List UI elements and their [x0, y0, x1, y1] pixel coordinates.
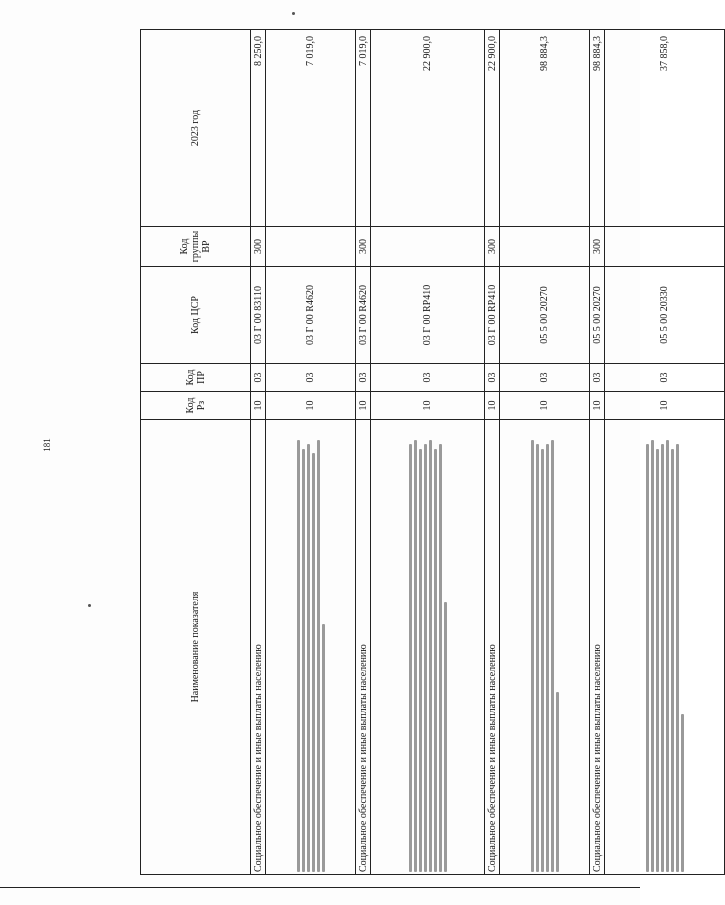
row-amount: 22 900,0 [371, 30, 485, 227]
row-csr: 05 5 00 20270 [500, 267, 590, 364]
row-csr: 03 Г 00 R4620 [356, 267, 371, 364]
row-name-placeholder [605, 420, 725, 875]
row-amount: 7 019,0 [356, 30, 371, 227]
table-header-row [141, 30, 251, 875]
table-row [500, 30, 590, 875]
table-row [356, 30, 371, 875]
bottom-rule [0, 887, 640, 888]
row-pr: 03 [500, 364, 590, 392]
row-rz: 10 [371, 392, 485, 420]
row-pr: 03 [590, 364, 605, 392]
row-vr: 300 [590, 227, 605, 267]
row-pr: 03 [251, 364, 266, 392]
row-vr [371, 227, 485, 267]
row-rz: 10 [605, 392, 725, 420]
table-row [590, 30, 605, 875]
row-name: Социальное обеспечение и иные выплаты населению [485, 420, 500, 875]
row-pr: 03 [605, 364, 725, 392]
header-csr: Код ЦСР [141, 267, 251, 364]
row-amount: 8 250,0 [251, 30, 266, 227]
table-row [485, 30, 500, 875]
row-rz: 10 [266, 392, 356, 420]
row-rz: 10 [590, 392, 605, 420]
scan-dot [88, 604, 91, 607]
row-pr: 03 [266, 364, 356, 392]
row-amount: 98 884,3 [500, 30, 590, 227]
row-pr: 03 [356, 364, 371, 392]
table-row [251, 30, 266, 875]
row-rz: 10 [500, 392, 590, 420]
row-name: Социальное обеспечение и иные выплаты населению [590, 420, 605, 875]
row-vr: 300 [485, 227, 500, 267]
row-rz: 10 [251, 392, 266, 420]
row-csr: 05 5 00 20270 [590, 267, 605, 364]
row-amount: 37 858,0 [605, 30, 725, 227]
row-name: Социальное обеспечение и иные выплаты населению [251, 420, 266, 875]
row-amount: 22 900,0 [485, 30, 500, 227]
row-name-placeholder [266, 420, 356, 875]
row-pr: 03 [371, 364, 485, 392]
row-csr: 03 Г 00 RP410 [485, 267, 500, 364]
row-amount: 7 019,0 [266, 30, 356, 227]
header-name: Наименование показателя [141, 420, 251, 875]
budget-table [140, 29, 725, 875]
row-vr: 300 [251, 227, 266, 267]
header-pr: Код ПР [141, 364, 251, 392]
row-vr [500, 227, 590, 267]
scan-dot [292, 12, 295, 15]
row-pr: 03 [485, 364, 500, 392]
row-csr: 03 Г 00 RP410 [371, 267, 485, 364]
table-row [605, 30, 725, 875]
row-vr: 300 [356, 227, 371, 267]
row-name: Социальное обеспечение и иные выплаты населению [356, 420, 371, 875]
row-amount: 98 884,3 [590, 30, 605, 227]
page-number: 181 [41, 438, 52, 452]
row-csr: 05 5 00 20330 [605, 267, 725, 364]
row-csr: 03 Г 00 83110 [251, 267, 266, 364]
row-name-placeholder [500, 420, 590, 875]
header-year: 2023 год [141, 30, 251, 227]
table-row [266, 30, 356, 875]
row-csr: 03 Г 00 R4620 [266, 267, 356, 364]
row-vr [266, 227, 356, 267]
budget-table-container [140, 30, 670, 875]
header-rz: Код Рз [141, 392, 251, 420]
row-name-placeholder [371, 420, 485, 875]
row-rz: 10 [356, 392, 371, 420]
header-vr: Код группы ВР [141, 227, 251, 267]
row-vr [605, 227, 725, 267]
table-row [371, 30, 485, 875]
row-rz: 10 [485, 392, 500, 420]
